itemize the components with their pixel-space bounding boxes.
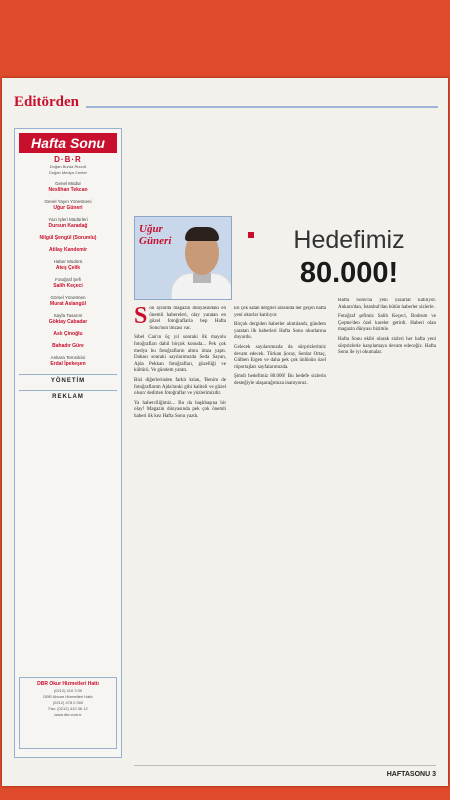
article-paragraph: Hafta Sonu ekibi olarak sizleri her hafta yeni sürprizlerle karşılamaya devam edeceğiz. Hafta Sonu ile iyi okumalar. (338, 336, 436, 356)
staff-name: Atilay Kandemir (48, 247, 88, 253)
staff-name: Murat Aslangül (50, 301, 86, 307)
staff-entry (15, 313, 121, 326)
staff-name: Erdal İpekeşen (50, 361, 86, 367)
portrait-hair (185, 227, 219, 241)
section-title: Editörden (14, 94, 80, 110)
editor-photo (134, 216, 232, 300)
staff-name: Uğur Güneri (53, 205, 83, 211)
headline-line2: 80.000! (299, 257, 399, 289)
staff-entry (15, 247, 121, 254)
staff-entry (15, 259, 121, 272)
headline-line1: Hedefimiz (293, 226, 405, 254)
article-paragraph: on aylarda magazin dünyasındaki en önemli habereleri, olay yaratan en güzel fotoğraflarla hep Hafta Sonu'nun imzası var. (149, 306, 226, 331)
masthead-column (14, 128, 122, 758)
headline-bullet (248, 232, 254, 238)
staff-role: Haber Müdürü (53, 259, 83, 264)
photo-caption-last: Güneri (139, 235, 172, 247)
reader-services-line: (0212) 410 3 00 (53, 688, 83, 693)
staff-entry (15, 295, 121, 308)
staff-entry (15, 331, 121, 338)
staff-name: Aslı Çinoğlu (53, 331, 83, 337)
article-paragraph: En çok satan dergiler arasında her geçen hafta yeni okurlar katılıyor. (234, 306, 326, 318)
staff-role: Sayfa Tasarım (53, 313, 83, 318)
article-paragraph: Sibel Can'ın üç yıl sonraki ilk mayolu fotoğrafları dahil birçok konuda... Pek çok medya bu fotoğrafların altını imza yaptı. Dahası sonraki sayılarımızda Seda Sayan, Ajda Pekkan fotoğrafları, güzelliği ve kültürü. Ve gündem yaratı. (134, 335, 226, 374)
photo-caption (139, 223, 171, 247)
staff-entry (15, 235, 121, 242)
staff-name: Göktay Cabadar (48, 319, 88, 325)
section-divider (86, 106, 438, 108)
photo-caption-first: Uğur (139, 223, 163, 235)
article-paragraph: Fotoğraf şefimiz Salih Keçeci, Bodrum ve Çeşme'den özel kareler getirdi. Haberi olan magazin dünyası bizimle. (338, 314, 436, 333)
masthead-address: Doğan Medya Center (48, 170, 88, 175)
management-heading: YÖNETİM (19, 374, 117, 384)
staff-name: Neslihan Tekcan (48, 187, 88, 193)
page-footer: HAFTASONU 3 (386, 771, 436, 778)
reader-services-title: DBR Okur Hizmetleri Hattı (37, 681, 99, 687)
staff-entry (15, 199, 121, 212)
staff-list (15, 181, 121, 368)
article-column-2 (234, 306, 326, 760)
staff-entry (15, 343, 121, 350)
staff-name: Bahadır Güre (52, 343, 84, 349)
article-paragraph: Hafta Sonu'na yeni yazarlar katılıyor. Ankara'dan, İstanbul'dan bütün haberler sizlerle. (338, 298, 436, 310)
staff-name: Nilgül Şengül (Sorumlu) (39, 235, 97, 241)
staff-entry (15, 277, 121, 290)
masthead-sub: D·B·R (54, 155, 82, 164)
staff-entry (15, 355, 121, 368)
reader-services-line: DBR Abone Hizmetleri Hattı (43, 694, 93, 699)
article-column-1 (134, 306, 226, 760)
reader-services-line: Fax: (0212) 410 36 12 (48, 706, 88, 711)
staff-role: Görsel Yönetmen (50, 295, 86, 300)
staff-role: Yazı İşleri Müdürleri (48, 217, 88, 222)
staff-name: Salih Keçeci (53, 283, 83, 289)
staff-role: Genel Müdür (54, 181, 81, 186)
reader-services-lines (23, 688, 113, 718)
reader-services-box (19, 677, 117, 749)
staff-role: Ankara Temsilcisi (50, 355, 86, 360)
staff-role: Fotoğraf Şefi (55, 277, 81, 282)
masthead-logo: Hafta Sonu (19, 133, 117, 153)
headline (264, 226, 434, 290)
staff-entry (15, 181, 121, 194)
article-paragraph: Birçok dergiden haberler alıntılandı, gündem yaratan ilk haberleri Hafta Sonu okurlarına duyurdu. (234, 322, 326, 341)
staff-role: Genel Yayın Yönetmeni (44, 199, 92, 204)
masthead-publisher: Doğan Burda Rizzoli (49, 164, 87, 169)
advertising-heading: REKLAM (19, 390, 117, 400)
reader-services-line: www.dbr.com.tr (54, 712, 82, 717)
staff-entry (15, 217, 121, 230)
article-column-3 (338, 298, 436, 760)
staff-name: Ateş Çelik (55, 265, 81, 271)
reader-services-line: (0212) 478 0 300 (52, 700, 84, 705)
drop-cap: S (134, 306, 148, 329)
article-paragraph: Ya haberciliğimiz... Bu da başlıbaşına bir olay! Magazin dünyasında pek çok önemli haberi ilk kez Hafta Sonu yazdı. (134, 400, 226, 419)
article-paragraph: Bizi diğerlerinden farklı kılan, 'Benim de fotoğraflarım Ajda'nınki gibi kaliteli ve güzel olsun' dedirten fotoğraflar ve yüzlerimizdir. (134, 377, 226, 397)
magazine-page (2, 78, 448, 786)
article-paragraph: Şimdi hedefimiz 80.000! Bu hedefe sizlerin desteğiyle ulaşacağımıza inanıyoruz. (234, 374, 326, 386)
footer-rule (134, 765, 436, 766)
article-paragraph: Gelecek sayılarımızda da sürprizlerimiz devam edecek. Türkan Şoray, Serdar Ortaç, Gülben Ergen ve daha pek çok ünlünün özel röportajları sayfalarımızda. (234, 344, 326, 370)
staff-name: Dursun Karadağ (48, 223, 88, 229)
